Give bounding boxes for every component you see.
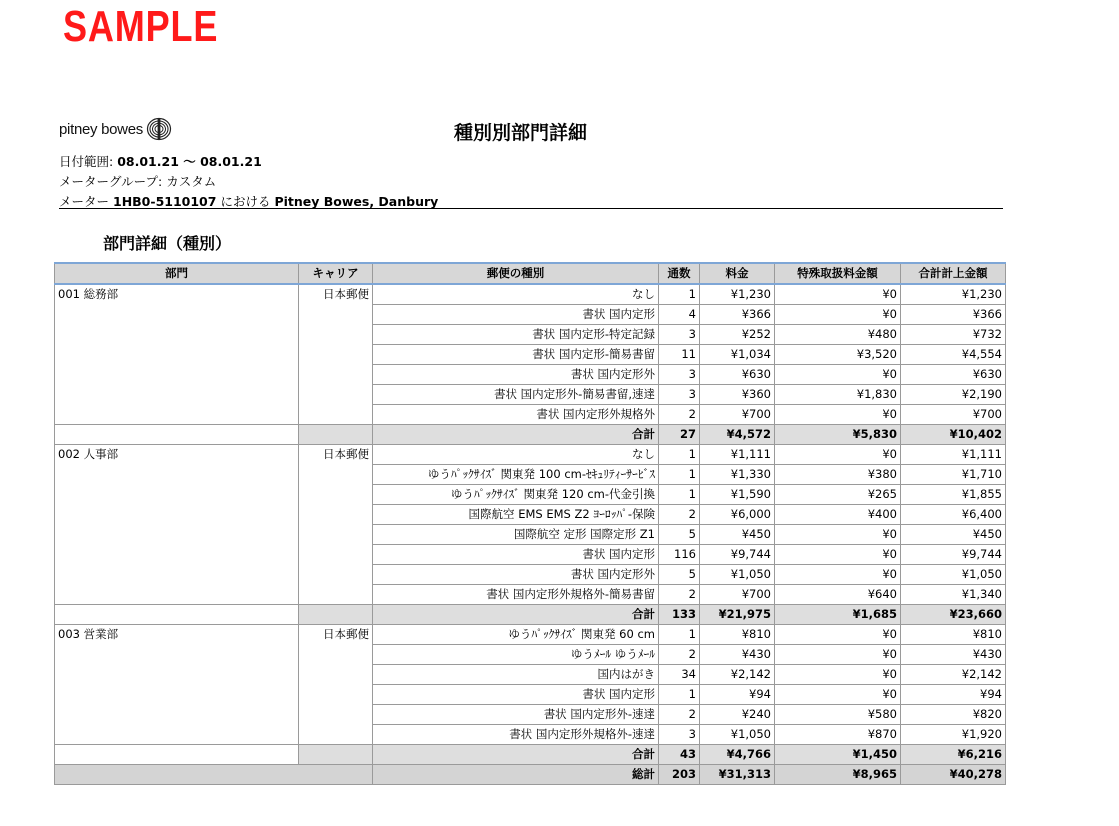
col-header-carrier: キャリア	[299, 263, 373, 284]
pitney-bowes-logo-icon	[146, 117, 172, 141]
date-range-line	[59, 152, 262, 170]
total-amount: ¥630	[901, 365, 1006, 385]
mail-fee: ¥1,034	[700, 345, 775, 365]
mail-count: 1	[659, 445, 700, 465]
special-fee: ¥380	[775, 465, 901, 485]
table-row	[55, 625, 1006, 645]
special-fee: ¥0	[775, 685, 901, 705]
col-header-department: 部門	[55, 263, 299, 284]
col-header-count: 通数	[659, 263, 700, 284]
mail-fee: ¥450	[700, 525, 775, 545]
department-name: 002 人事部	[55, 445, 299, 605]
mail-type: ゆうﾊﾟｯｸｻｲｽﾞ 関東発 100 cm-ｾｷｭﾘﾃｨｰｻｰﾋﾞｽ	[373, 465, 659, 485]
mail-type: 書状 国内定形	[373, 545, 659, 565]
col-header-mail-type: 郵便の種別	[373, 263, 659, 284]
mail-type: なし	[373, 284, 659, 305]
mail-type: 書状 国内定形-特定記録	[373, 325, 659, 345]
total-amount: ¥4,554	[901, 345, 1006, 365]
mail-type: 書状 国内定形外規格外	[373, 405, 659, 425]
grand-total-count: 203	[659, 765, 700, 785]
mail-type: 書状 国内定形	[373, 305, 659, 325]
special-fee: ¥1,830	[775, 385, 901, 405]
meter-group-line	[59, 172, 216, 190]
special-fee: ¥400	[775, 505, 901, 525]
grand-total-fee: ¥31,313	[700, 765, 775, 785]
subtotal-amount: ¥6,216	[901, 745, 1006, 765]
mail-count: 34	[659, 665, 700, 685]
total-amount: ¥1,050	[901, 565, 1006, 585]
total-amount: ¥430	[901, 645, 1006, 665]
total-amount: ¥810	[901, 625, 1006, 645]
mail-type: 国内はがき	[373, 665, 659, 685]
carrier-name: 日本郵便	[299, 625, 373, 745]
mail-fee: ¥1,050	[700, 725, 775, 745]
report-title: 種別別部門詳細	[454, 122, 588, 144]
total-amount: ¥94	[901, 685, 1006, 705]
subtotal-label: 合計	[373, 425, 659, 445]
mail-fee: ¥1,050	[700, 565, 775, 585]
subtotal-amount: ¥10,402	[901, 425, 1006, 445]
total-amount: ¥2,190	[901, 385, 1006, 405]
subtotal-fee: ¥4,572	[700, 425, 775, 445]
mail-count: 1	[659, 625, 700, 645]
department-detail-table	[54, 262, 1006, 785]
mail-type: ゆうﾊﾟｯｸｻｲｽﾞ 関東発 60 cm	[373, 625, 659, 645]
mail-count: 1	[659, 465, 700, 485]
date-range-label: 日付範囲:	[59, 154, 114, 169]
total-amount: ¥820	[901, 705, 1006, 725]
mail-fee: ¥252	[700, 325, 775, 345]
total-amount: ¥1,710	[901, 465, 1006, 485]
mail-type: 書状 国内定形外-速達	[373, 705, 659, 725]
mail-count: 1	[659, 485, 700, 505]
carrier-name: 日本郵便	[299, 284, 373, 425]
mail-count: 5	[659, 525, 700, 545]
total-amount: ¥732	[901, 325, 1006, 345]
mail-count: 2	[659, 645, 700, 665]
subtotal-spacer	[55, 745, 299, 765]
col-header-special-fee: 特殊取扱料金額	[775, 263, 901, 284]
subtotal-special: ¥5,830	[775, 425, 901, 445]
mail-fee: ¥700	[700, 585, 775, 605]
mail-count: 1	[659, 284, 700, 305]
date-range-value: 08.01.21 ～ 08.01.21	[117, 154, 262, 169]
mail-type: 書状 国内定形外規格外-速達	[373, 725, 659, 745]
mail-count: 3	[659, 385, 700, 405]
total-amount: ¥450	[901, 525, 1006, 545]
mail-count: 116	[659, 545, 700, 565]
mail-type: 書状 国内定形-簡易書留	[373, 345, 659, 365]
mail-fee: ¥700	[700, 405, 775, 425]
mail-fee: ¥1,230	[700, 284, 775, 305]
mail-count: 2	[659, 585, 700, 605]
grand-total-label: 総計	[373, 765, 659, 785]
special-fee: ¥0	[775, 545, 901, 565]
sample-watermark: SAMPLE	[63, 2, 219, 51]
mail-fee: ¥94	[700, 685, 775, 705]
subtotal-spacer	[55, 425, 299, 445]
section-title: 部門詳細（種別）	[103, 234, 232, 253]
subtotal-count: 43	[659, 745, 700, 765]
col-header-total: 合計計上金額	[901, 263, 1006, 284]
mail-fee: ¥366	[700, 305, 775, 325]
mail-count: 1	[659, 685, 700, 705]
special-fee: ¥0	[775, 645, 901, 665]
total-amount: ¥2,142	[901, 665, 1006, 685]
subtotal-amount: ¥23,660	[901, 605, 1006, 625]
mail-type: 書状 国内定形外規格外-簡易書留	[373, 585, 659, 605]
mail-fee: ¥240	[700, 705, 775, 725]
mail-type: 書状 国内定形外	[373, 565, 659, 585]
mail-count: 3	[659, 725, 700, 745]
table-header-row	[55, 263, 1006, 284]
subtotal-fee: ¥4,766	[700, 745, 775, 765]
mail-count: 2	[659, 405, 700, 425]
meter-group-label: メーターグループ:	[59, 174, 163, 189]
header-divider	[59, 208, 1003, 209]
total-amount: ¥1,920	[901, 725, 1006, 745]
total-amount: ¥6,400	[901, 505, 1006, 525]
mail-fee: ¥1,111	[700, 445, 775, 465]
total-amount: ¥700	[901, 405, 1006, 425]
mail-count: 3	[659, 325, 700, 345]
table-row	[55, 284, 1006, 305]
mail-fee: ¥1,330	[700, 465, 775, 485]
logo-text: pitney bowes	[59, 120, 143, 138]
subtotal-special: ¥1,685	[775, 605, 901, 625]
subtotal-row	[55, 745, 1006, 765]
mail-type: 国際航空 EMS EMS Z2 ﾖｰﾛｯﾊﾟ-保険	[373, 505, 659, 525]
mail-fee: ¥2,142	[700, 665, 775, 685]
mail-fee: ¥630	[700, 365, 775, 385]
mail-type: 書状 国内定形外	[373, 365, 659, 385]
total-amount: ¥1,340	[901, 585, 1006, 605]
total-amount: ¥1,855	[901, 485, 1006, 505]
mail-count: 3	[659, 365, 700, 385]
mail-type: ゆうﾒｰﾙ ゆうﾒｰﾙ	[373, 645, 659, 665]
meter-group-value: カスタム	[166, 174, 217, 189]
meter-location: Pitney Bowes, Danbury	[274, 194, 439, 209]
mail-fee: ¥1,590	[700, 485, 775, 505]
subtotal-count: 133	[659, 605, 700, 625]
subtotal-row	[55, 425, 1006, 445]
grand-total-spacer	[55, 765, 373, 785]
special-fee: ¥580	[775, 705, 901, 725]
grand-total-amount: ¥40,278	[901, 765, 1006, 785]
table-row	[55, 445, 1006, 465]
carrier-name: 日本郵便	[299, 445, 373, 605]
total-amount: ¥9,744	[901, 545, 1006, 565]
grand-total-special: ¥8,965	[775, 765, 901, 785]
subtotal-label: 合計	[373, 745, 659, 765]
subtotal-label: 合計	[373, 605, 659, 625]
special-fee: ¥0	[775, 405, 901, 425]
mail-fee: ¥810	[700, 625, 775, 645]
special-fee: ¥0	[775, 565, 901, 585]
meter-at: における	[220, 194, 271, 209]
special-fee: ¥480	[775, 325, 901, 345]
mail-type: なし	[373, 445, 659, 465]
mail-fee: ¥6,000	[700, 505, 775, 525]
mail-count: 5	[659, 565, 700, 585]
subtotal-carrier-spacer	[299, 745, 373, 765]
mail-fee: ¥360	[700, 385, 775, 405]
mail-fee: ¥430	[700, 645, 775, 665]
special-fee: ¥640	[775, 585, 901, 605]
mail-fee: ¥9,744	[700, 545, 775, 565]
department-name: 003 営業部	[55, 625, 299, 745]
meter-label: メーター	[59, 194, 110, 209]
total-amount: ¥1,111	[901, 445, 1006, 465]
meter-id: 1HB0-5110107	[113, 194, 217, 209]
mail-type: ゆうﾊﾟｯｸｻｲｽﾞ 関東発 120 cm-代金引換	[373, 485, 659, 505]
subtotal-fee: ¥21,975	[700, 605, 775, 625]
total-amount: ¥366	[901, 305, 1006, 325]
special-fee: ¥0	[775, 305, 901, 325]
subtotal-carrier-spacer	[299, 605, 373, 625]
subtotal-row	[55, 605, 1006, 625]
mail-count: 2	[659, 505, 700, 525]
special-fee: ¥0	[775, 525, 901, 545]
special-fee: ¥0	[775, 445, 901, 465]
pitney-bowes-logo	[59, 117, 172, 141]
special-fee: ¥3,520	[775, 345, 901, 365]
mail-count: 2	[659, 705, 700, 725]
department-name: 001 総務部	[55, 284, 299, 425]
mail-count: 4	[659, 305, 700, 325]
subtotal-count: 27	[659, 425, 700, 445]
total-amount: ¥1,230	[901, 284, 1006, 305]
subtotal-spacer	[55, 605, 299, 625]
grand-total-row	[55, 765, 1006, 785]
special-fee: ¥0	[775, 665, 901, 685]
special-fee: ¥0	[775, 625, 901, 645]
special-fee: ¥0	[775, 365, 901, 385]
special-fee: ¥870	[775, 725, 901, 745]
col-header-fee: 料金	[700, 263, 775, 284]
special-fee: ¥265	[775, 485, 901, 505]
subtotal-special: ¥1,450	[775, 745, 901, 765]
mail-type: 書状 国内定形外-簡易書留,速達	[373, 385, 659, 405]
mail-type: 書状 国内定形	[373, 685, 659, 705]
mail-type: 国際航空 定形 国際定形 Z1	[373, 525, 659, 545]
subtotal-carrier-spacer	[299, 425, 373, 445]
special-fee: ¥0	[775, 284, 901, 305]
mail-count: 11	[659, 345, 700, 365]
